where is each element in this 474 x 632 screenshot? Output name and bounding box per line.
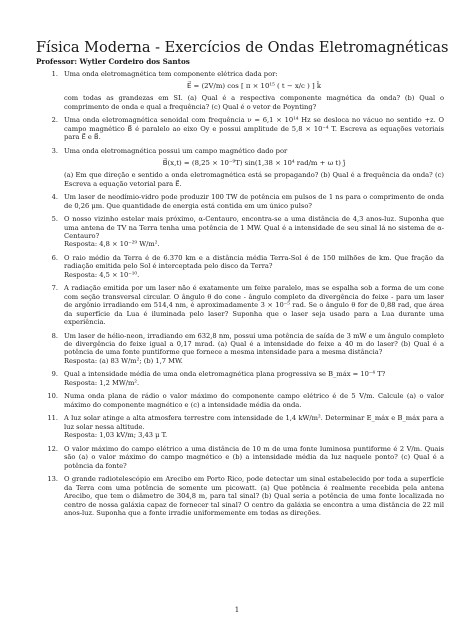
- exercise-intro: Uma onda eletromagnética tem componente elétrica dada por:: [64, 70, 278, 78]
- exercise-answer: Resposta: 1,2 MW/m².: [64, 378, 140, 387]
- exercise-text: O nosso vizinho estelar mais próximo, α-Centauro, encontra-se a uma distância de 4,3 anos-luz. Suponha que uma antena de TV na Terra tenha uma potência de 1 MW. Qual é a intensidade de seu sinal lá no sistema de α-Centauro?: [64, 215, 444, 241]
- exercise-text: O valor máximo do campo elétrico a uma distância de 10 m de uma fonte luminosa puntiforme é 2 V/m. Quais são (a) o valor máximo do campo magnético e (b) a intensidade média da luz naquele ponto? (c) Qual é a potência da fonte?: [64, 444, 444, 470]
- exercise-text: Um laser de neodímio-vidro pode produzir 100 TW de potência em pulsos de 1 ns para o comprimento de onda de 0,26 μm. Que quantidade de energia está contida em um único pulso?: [64, 193, 444, 210]
- exercise-item: [36, 475, 444, 517]
- exercise-number: 13.: [47, 475, 58, 484]
- page-number: 1: [234, 606, 240, 614]
- exercise-number: 5.: [51, 215, 58, 224]
- exercise-number: 11.: [47, 414, 58, 423]
- exercise-item: [36, 147, 444, 188]
- exercise-number: 2.: [51, 116, 58, 125]
- exercise-text: A radiação emitida por um laser não é exatamente um feixe paralelo, mas se espalha sob a forma de um cone com seção transversal circular. O ângulo θ do cone - ângulo completo da divergência do feixe - para um laser de argônio irradiando em 514,4 nm, é aproximadamente 3 × 10⁻⁵ rad. Se o ângulo θ for de 0,88 rad, que área da superfície da Lua é iluminada pelo laser? Suponha que o laser seja usado para a Lua durante uma experiência.: [64, 284, 444, 327]
- exercise-item: [36, 116, 444, 141]
- exercise-text: Qual a intensidade média de uma onda eletromagnética plana progressiva se B_máx = 10⁻⁴ T?: [64, 370, 386, 379]
- exercise-text: Uma onda eletromagnética senoidal com frequência ν = 6,1 × 10¹⁴ Hz se desloca no vácuo no sentido +z. O campo magnético B⃗ é paralelo ao eixo Oy e possui amplitude de 5,8 × 10⁻⁴ T. Escreva as equações vetoriais para E⃗ e B⃗.: [64, 116, 444, 142]
- exercise-number: 9.: [51, 370, 58, 379]
- exercise-number: 7.: [51, 284, 58, 293]
- exercise-text: Um laser de hélio-neon, irradiando em 632,8 nm, possui uma potência de saída de 3 mW e um ângulo completo de divergência do feixe igual a 0,17 mrad. (a) Qual é a intensidade do feixe a 40 m do laser? (b) Qual é a potência de uma fonte puntiforme que fornece a mesma intensidade para a mesma distância?: [64, 331, 444, 357]
- exercise-item: [36, 332, 444, 366]
- exercise-number: 4.: [51, 193, 58, 202]
- exercise-text: (a) Em que direção e sentido a onda eletromagnética está se propagando? (b) Qual é a frequência da onda? (c) Escreva a equação vetorial para E⃗.: [64, 171, 444, 188]
- exercise-text: O grande radiotelescópio em Arecibo em Porto Rico, pode detectar um sinal estabelecido por toda a superfície da Terra com uma potência de somente um picowatt. (a) Que potência é realmente recebida pela antena Arecibo, que tem o diâmetro de 304,8 m, para tal sinal? (b) Qual seria a potência de uma fonte localizada no centro de nossa galáxia capaz de fornecer tal sinal? O centro da galáxia se encontra a uma distância de 22 mil anos-luz. Suponha que a fonte irradie uniformemente em todas as direções.: [64, 475, 444, 517]
- exercise-item: [36, 414, 444, 439]
- exercise-number: 12.: [47, 444, 58, 453]
- exercise-list: [36, 70, 444, 523]
- exercise-text: Numa onda plana de rádio o valor máximo do componente campo elétrico é de 5 V/m. Calcule (a) o valor máximo do componente magnético e (c) a intensidade média da onda.: [64, 392, 444, 409]
- exercise-number: 8.: [51, 331, 58, 340]
- exercise-number: 10.: [47, 392, 58, 401]
- exercise-number: 3.: [51, 146, 58, 155]
- exercise-item: [36, 284, 444, 326]
- document-title: Física Moderna - Exercícios de Ondas Eletromagnéticas: [36, 40, 449, 56]
- exercise-item: [36, 392, 444, 409]
- exercise-number: 6.: [51, 254, 58, 263]
- exercise-intro: Uma onda eletromagnética possui um campo magnético dado por: [64, 146, 288, 155]
- exercise-item: [36, 215, 444, 249]
- exercise-item: [36, 254, 444, 279]
- exercise-equation: E⃗ = (2V/m) cos [ π × 10¹⁵ ( t − x/c ) ] k̂: [186, 82, 322, 91]
- exercise-answer: Resposta: 4,8 × 10⁻²⁹ W/m².: [64, 240, 160, 249]
- exercise-number: 1.: [51, 70, 58, 78]
- exercise-item: [36, 445, 444, 470]
- exercise-text: com todas as grandezas em SI. (a) Qual é a respectiva componente magnética da onda? (b) Qual o comprimento de onda e qual a frequência? (c) Qual é o vetor de Poynting?: [64, 94, 444, 111]
- exercise-item: [36, 370, 444, 387]
- exercise-equation: B⃗(x,t) = (8,25 × 10⁻⁹T) sin(1,38 × 10⁴ rad/m + ω t) ĵ: [162, 159, 346, 168]
- exercise-text: O raio médio da Terra é de 6.370 km e a distância média Terra-Sol é de 150 milhões de km. Que fração da radiação emitida pelo Sol é interceptada pelo disco da Terra?: [64, 254, 444, 271]
- exercise-text: A luz solar atinge a alta atmosfera terrestre com intensidade de 1,4 kW/m². Determinar E_máx e B_máx para a luz solar nessa altitude.: [64, 414, 444, 431]
- exercise-answer: Resposta: (a) 83 W/m²; (b) 1,7 MW.: [64, 356, 183, 365]
- exercise-answer: Resposta: 1,03 kV/m; 3,43 μ T.: [64, 431, 168, 440]
- professor-line: Professor: Wytler Cordeiro dos Santos: [36, 57, 190, 66]
- exercise-answer: Resposta: 4,5 × 10⁻¹⁰.: [64, 270, 140, 279]
- exercise-item: [36, 193, 444, 210]
- exercise-item: [36, 70, 444, 111]
